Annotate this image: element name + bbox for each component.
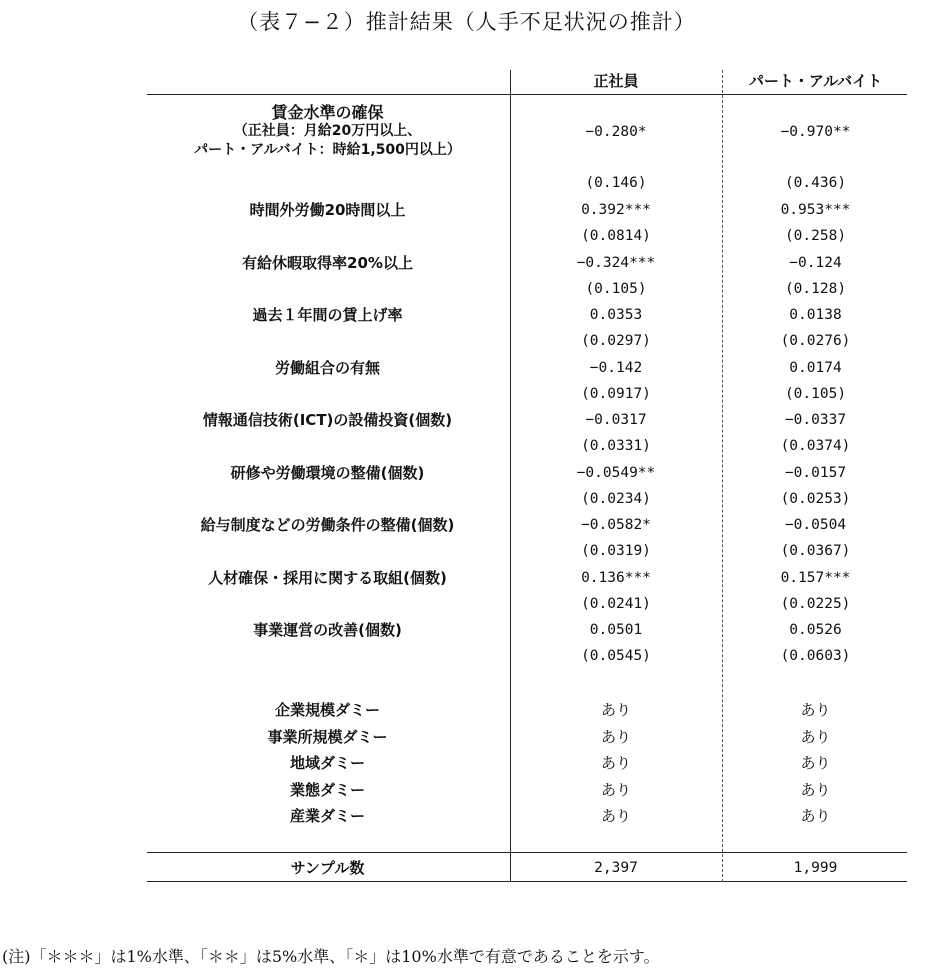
coef-part: 0.0526 [789, 622, 842, 638]
se-regular: (0.0545) [581, 648, 651, 664]
coef-part: −0.124 [789, 255, 842, 271]
dummy-label: 地域ダミー [289, 754, 365, 772]
row-label-line: （正社員：月給20万円以上、 [233, 123, 422, 139]
coef-regular: −0.0317 [585, 412, 647, 428]
se-part: (0.436) [784, 175, 847, 191]
dummy-regular: あり [600, 807, 631, 825]
row-label: 過去１年間の賃上げ率 [252, 306, 403, 324]
row-label: 事業運営の改善(個数) [253, 621, 402, 639]
row-label: 研修や労働環境の整備(個数) [230, 464, 425, 482]
row-label: 人材確保・採用に関する取組(個数) [208, 569, 447, 587]
table-title: （表７−２）推計結果（人手不足状況の推計） [237, 10, 696, 34]
dummy-label: 事業所規模ダミー [267, 728, 388, 746]
se-regular: (0.0917) [581, 386, 651, 402]
row-label-line: パート・アルバイト：時給1,500円以上） [194, 142, 461, 158]
sample-regular: 2,397 [594, 860, 638, 876]
se-part: (0.128) [784, 281, 847, 297]
row-label-line: 賃金水準の確保 [271, 103, 384, 122]
se-regular: (0.0234) [581, 491, 651, 507]
se-regular: (0.0297) [581, 333, 651, 349]
dummy-label: 企業規模ダミー [274, 701, 380, 719]
footnote: (注)「＊＊＊」は1%水準、「＊＊」は5%水準、「＊」は10%水準で有意であることを示す。 [2, 947, 660, 966]
sample-part: 1,999 [793, 860, 838, 876]
coef-regular: −0.324*** [576, 255, 656, 271]
coef-part: −0.0337 [784, 412, 847, 428]
se-part: (0.0225) [780, 596, 851, 612]
coef-regular: 0.136*** [581, 570, 651, 586]
coef-regular: 0.0501 [589, 622, 643, 638]
coef-part: 0.953*** [780, 202, 851, 218]
dummy-regular: あり [600, 754, 631, 772]
coef-regular: −0.142 [589, 360, 643, 376]
row-label-wage [145, 103, 510, 160]
dummy-part: あり [800, 754, 831, 772]
coef-regular: 0.392*** [581, 202, 651, 218]
bottom-rule [147, 881, 907, 882]
se-part: (0.258) [784, 228, 847, 244]
column-divider [510, 70, 511, 882]
coef-part: −0.0157 [784, 465, 847, 481]
coef-regular: −0.280* [585, 124, 647, 140]
column-header-regular: 正社員 [593, 72, 639, 90]
coef-part: −0.970** [780, 124, 851, 140]
se-part: (0.105) [784, 386, 847, 402]
se-regular: (0.0814) [581, 228, 651, 244]
coef-part: −0.0504 [784, 517, 847, 533]
se-part: (0.0367) [780, 543, 851, 559]
dummy-part: あり [800, 701, 831, 719]
se-part: (0.0374) [780, 438, 851, 454]
se-regular: (0.0241) [581, 596, 651, 612]
coef-regular: −0.0549** [576, 465, 656, 481]
coef-part: 0.0138 [789, 307, 842, 323]
sample-label: サンプル数 [290, 859, 365, 877]
top-rule [147, 94, 907, 95]
dummy-part: あり [800, 781, 831, 799]
coef-regular: 0.0353 [589, 307, 643, 323]
row-label: 時間外労働20時間以上 [249, 201, 406, 219]
coef-part: 0.0174 [789, 360, 842, 376]
dummy-regular: あり [600, 781, 631, 799]
row-label: 有給休暇取得率20%以上 [242, 254, 413, 272]
dummy-regular: あり [600, 728, 631, 746]
dummy-part: あり [800, 807, 831, 825]
se-regular: (0.0319) [581, 543, 651, 559]
dummy-regular: あり [600, 701, 631, 719]
se-part: (0.0603) [780, 648, 851, 664]
row-label: 給与制度などの労働条件の整備(個数) [200, 516, 455, 534]
column-divider-dashed [722, 70, 723, 882]
row-label: 労働組合の有無 [274, 359, 380, 377]
se-part: (0.0253) [780, 491, 851, 507]
coef-part: 0.157*** [780, 570, 851, 586]
column-header-part: パート・アルバイト [748, 72, 883, 90]
se-regular: (0.105) [585, 281, 647, 297]
se-regular: (0.0331) [581, 438, 651, 454]
sample-rule [147, 852, 907, 853]
dummy-label: 産業ダミー [289, 807, 365, 825]
se-part: (0.0276) [780, 333, 851, 349]
coef-regular: −0.0582* [581, 517, 651, 533]
dummy-part: あり [800, 728, 831, 746]
row-label: 情報通信技術(ICT)の設備投資(個数) [202, 411, 453, 429]
dummy-label: 業態ダミー [289, 781, 365, 799]
se-regular: (0.146) [585, 175, 647, 191]
